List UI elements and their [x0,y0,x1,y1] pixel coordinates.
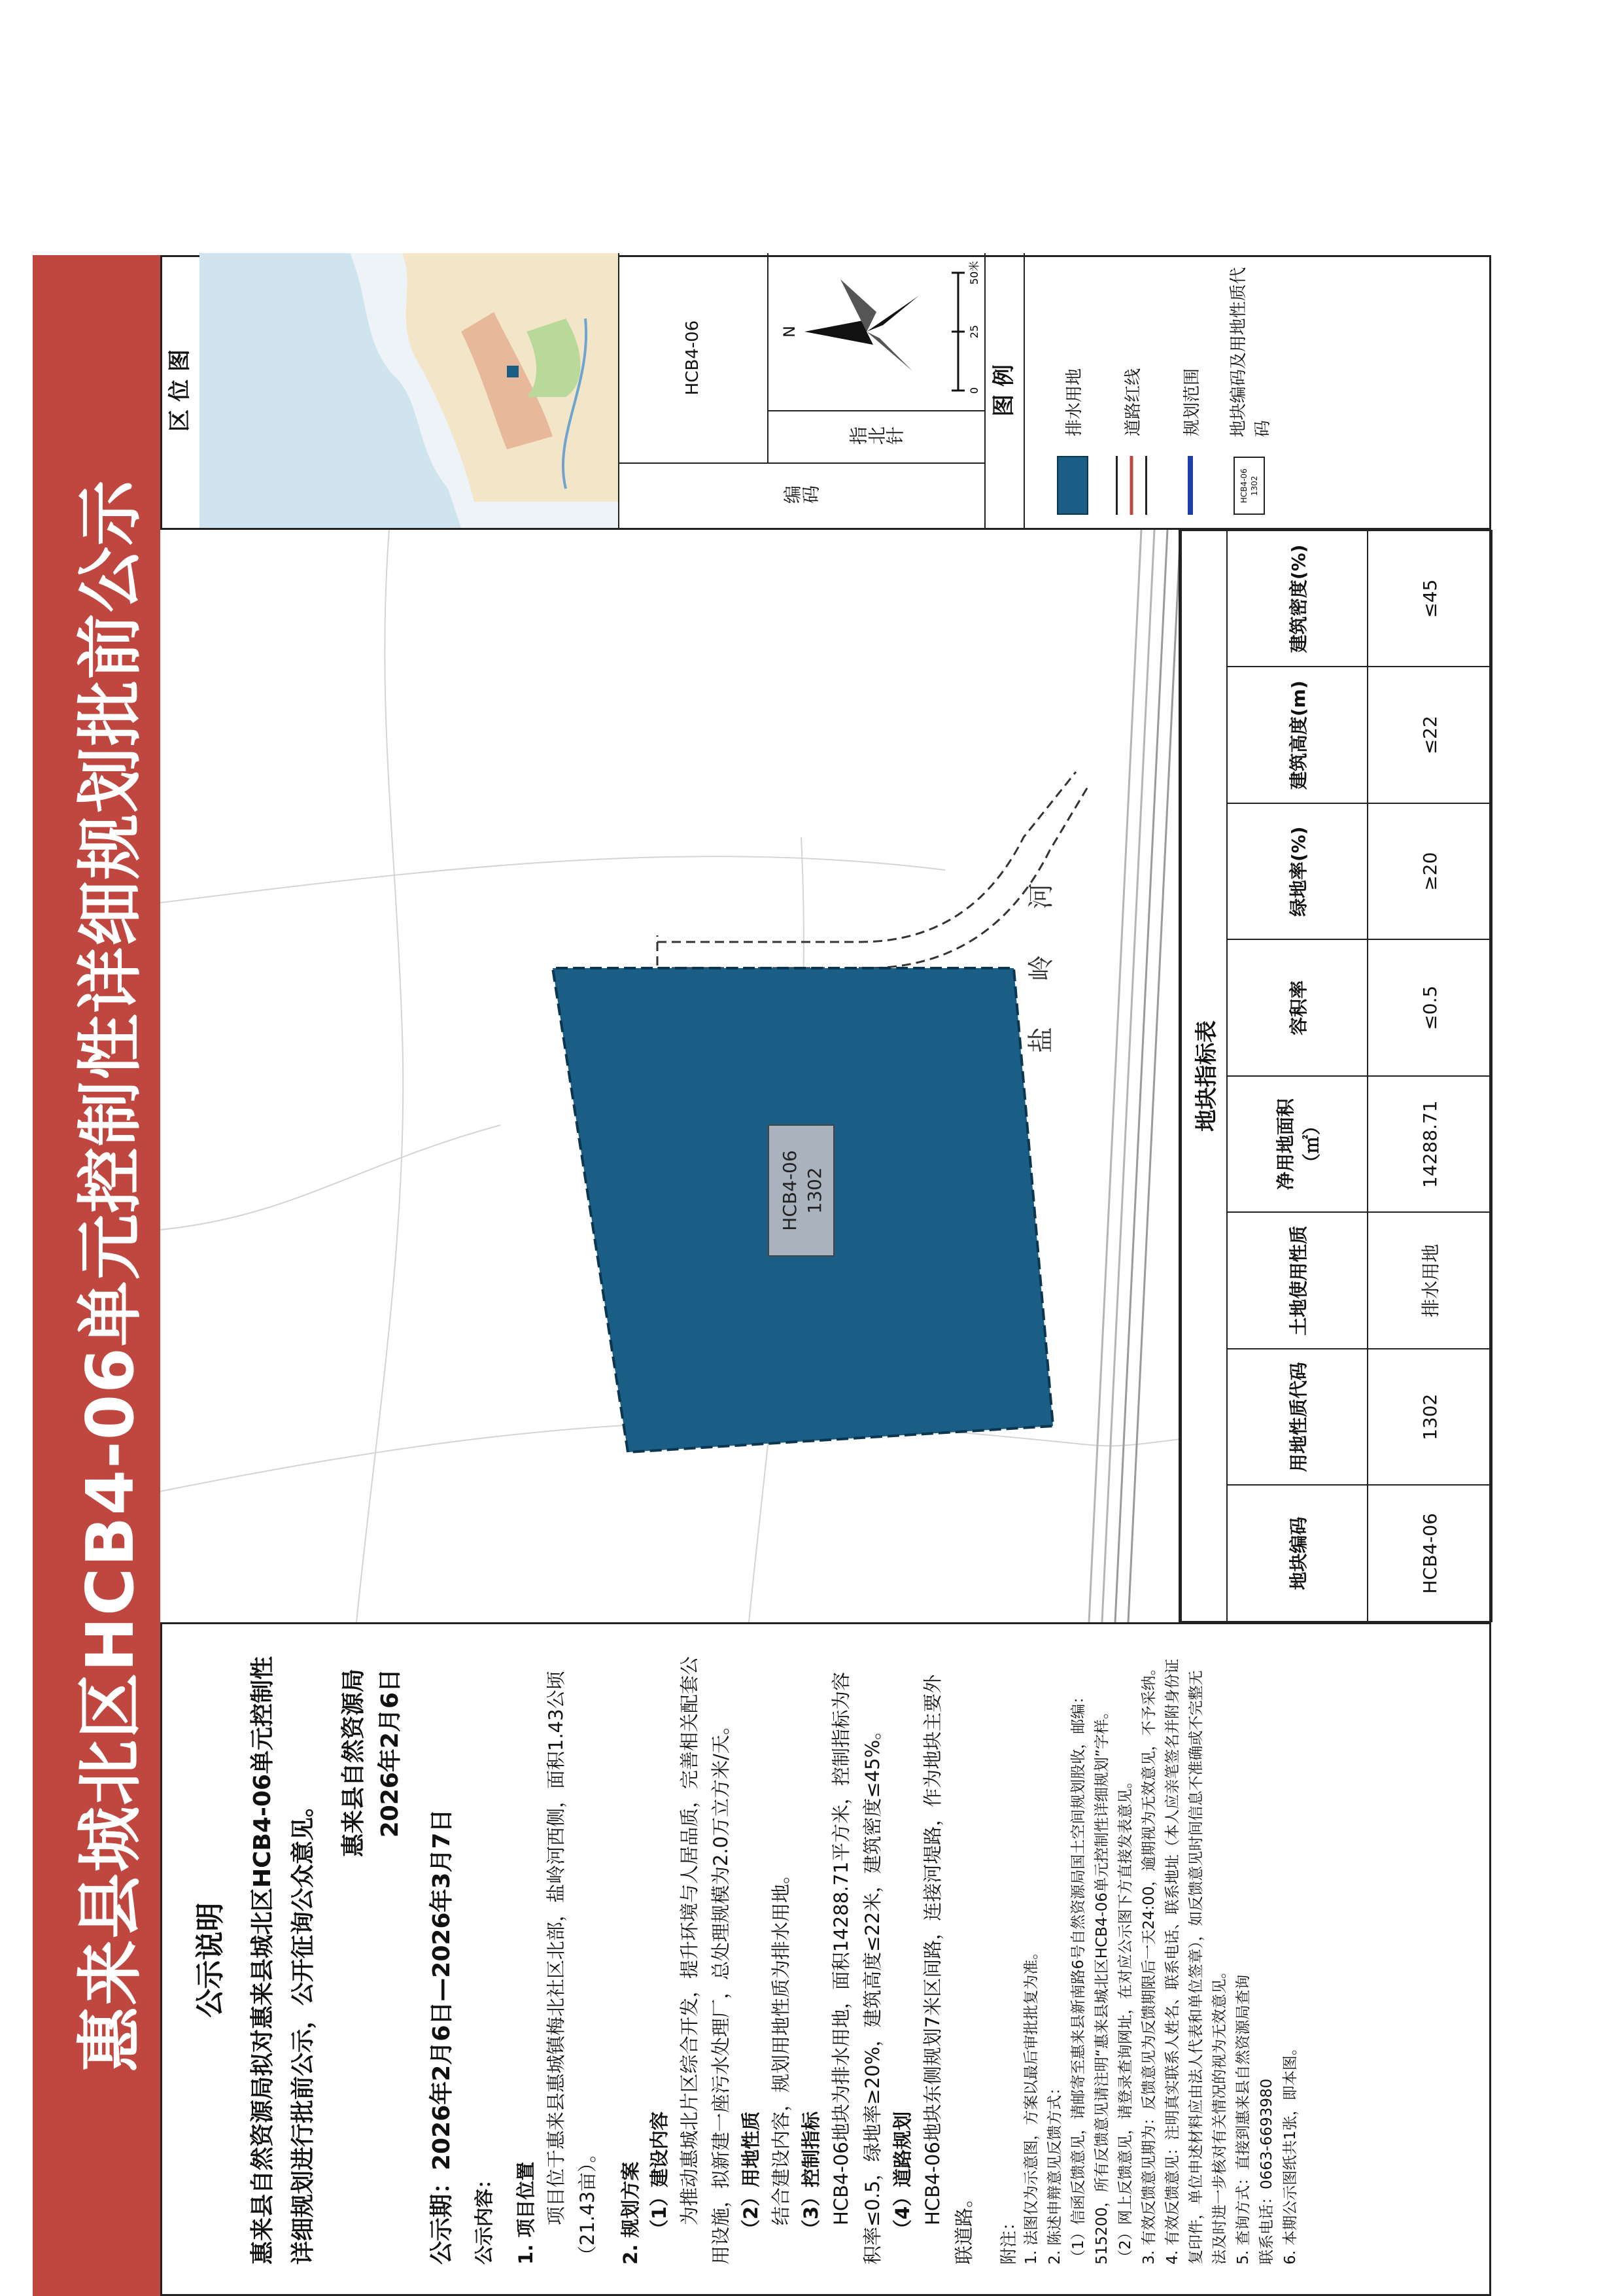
table-cell: ≤45 [1368,531,1492,667]
sub-indicators-text: HCB4-06地块为排水用地，面积14288.71平方米，控制指标为容积率≤0.5，绿地率≥20%，建筑高度≤22米，建筑密度≤45%。 [830,1671,884,2265]
planned-road [657,772,1089,994]
code-label: 编码 [783,485,820,506]
scale-mid: 25 [968,324,980,339]
river-label-char: 盐 [1026,1027,1056,1053]
scale-end: 50米 [968,260,980,285]
road-redline-swatch [1116,456,1147,515]
location-marker [507,366,519,377]
sub-indicators-head: （3）控制指标 [800,2111,822,2238]
col-header: 地块编码 [1227,1486,1368,1622]
section-location-text: 项目位于惠来县惠城镇梅北社区北部，盐岭河西侧，面积1.43公顷（21.43亩）。 [545,1671,598,2265]
north-arrow [768,253,984,410]
page-title: 惠来县城北区HCB4-06单元控制性详细规划批前公示 [72,479,148,2072]
drainage-swatch [1057,456,1088,515]
issue-date: 2026年2月6日 [377,1669,404,1838]
col-header: 用地性质代码 [1227,1349,1368,1486]
code-and-north-row [618,253,986,528]
issuer: 惠来县自然资源局 [340,1669,367,1858]
river-corridor [1089,530,1181,1622]
legend-label: 道路红线 [1123,368,1143,436]
map-svg [160,530,1181,1622]
remark-item: 2. 陈述申辩意见反馈方式： [1046,2079,1063,2265]
plan-boundary-swatch [1175,456,1206,515]
legend-item [1050,368,1096,515]
col-header: 绿地率(%) [1227,803,1368,940]
scale-zero: 0 [968,387,980,394]
location-map-svg [199,253,618,528]
notice-intro: 惠来县自然资源局拟对惠来县城北区HCB4-06单元控制性详细规划进行批前公示，公开征询公众意见。 [249,1656,317,2265]
legend-label: 排水用地 [1064,368,1084,436]
col-header: 净用地面积（㎡） [1227,1076,1368,1213]
planning-map [160,530,1181,1622]
sub-road-text: HCB4-06地块东侧规划7米区间路，连接河堤路，作为地块主要外联道路。 [922,1674,975,2265]
remark-item: 3. 有效反馈意见期为：反馈意见为反馈期限后一天24:00，逾期视为无效意见，不予采纳。 [1141,1660,1158,2265]
plot-code-swatch [1234,457,1265,515]
remark-item: 5. 查询方式：直接到惠来县自然资源局查询 [1235,1974,1252,2265]
legend [1024,253,1491,528]
contents-label: 公示内容： [473,2169,495,2265]
river-label-char: 河 [1026,883,1056,909]
remark-item: 1. 法图仅为示意图，方案以最后审批批复为准。 [1023,1944,1040,2265]
notice-period: 公示期：2026年2月6日—2026年3月7日 [428,1809,455,2265]
north-arrow-svg [768,253,984,410]
col-header: 容积率 [1227,940,1368,1077]
remark-item: 联系电话：0663-6693980 [1258,2078,1275,2265]
table-caption: 地块指标表 [1181,531,1227,1622]
location-map [199,253,619,528]
indicator-table [1181,530,1491,1622]
table-cell: HCB4-06 [1368,1486,1492,1622]
table-cell: 排水用地 [1368,1213,1492,1349]
remark-item: （2）网上反馈意见，请登录查询网址，在对应公示图下方直接发表意见。 [1117,1773,1134,2265]
table-cell: ≥20 [1368,803,1492,940]
remark-item: （1）信函反馈意见，请邮寄至惠来县新南路6号自然资源局国土空间规划股收，邮编：515200，所有反馈意见请注明“惠来县城北区HCB4-06单元控制性详细规划”字样。 [1070,1688,1111,2265]
legend-item [1109,368,1154,515]
table-cell: ≤0.5 [1368,940,1492,1077]
signature-block [336,1669,409,2265]
code-value: HCB4-06 [683,320,702,396]
north-letter: N [780,326,799,338]
col-header: 建筑高度(m) [1227,667,1368,804]
legend-item [1226,253,1272,515]
table-cell: 14288.71 [1368,1076,1492,1213]
notice-heading: 公示说明 [194,1902,227,2018]
remark-item: 4. 有效反馈意见：注明真实联系人姓名、联系电话、联系地址（本人应亲笔签名并附身份证复印件，单位申述材料应由法人代表和单位签章），如反馈意见时间信息不准确或不完整无法及时进一步核对有关情况的视为无效意见。 [1164,1658,1228,2265]
sub-landuse-text: 结合建设内容，规划用地性质为排水用地。 [770,1864,792,2225]
sub-construction-text: 为推动惠城北片区综合开发，提升环境与人居品质，完善相关配套公用设施，拟新建一座污水处理厂，总处理规模为2.0万立方米/天。 [678,1656,732,2265]
planning-sheet [33,255,1491,2296]
legend-title: 图 例 [984,253,1025,528]
sub-landuse-head: （2）用地性质 [740,2111,762,2238]
river-label-char: 岭 [1026,955,1056,981]
sub-construction-head: （1）建设内容 [648,2111,670,2238]
notice-panel [160,1622,1491,2296]
north-label: 指北针 [849,426,904,447]
table-row [1368,531,1492,1622]
remarks-label: 附注： [999,2213,1019,2265]
title-band [33,255,162,2296]
swatch-code: HCB4-06 [1239,468,1249,504]
location-map-title: 区 位 图 [160,253,201,528]
col-header: 土地使用性质 [1227,1213,1368,1349]
table-cell: ≤22 [1368,667,1492,804]
parcel-class: 1302 [804,1167,825,1214]
parcel-label [768,1125,834,1256]
legend-label: 规划范围 [1182,368,1202,436]
swatch-class: 1302 [1250,476,1259,496]
remark-item: 6. 本期公示图纸共1张，即本图。 [1282,2040,1299,2265]
table-cell: 1302 [1368,1349,1492,1486]
parcel-code: HCB4-06 [779,1150,801,1231]
sub-road-head: （4）道路规划 [891,2111,914,2238]
legend-item [1167,368,1213,515]
section-location-head: 1. 项目位置 [515,2161,537,2265]
col-header: 建筑密度(%) [1227,531,1368,667]
info-panel [160,255,1491,530]
legend-label: 地块编码及用地性质代码 [1229,267,1273,438]
section-plan-head: 2. 规划方案 [619,2161,642,2265]
